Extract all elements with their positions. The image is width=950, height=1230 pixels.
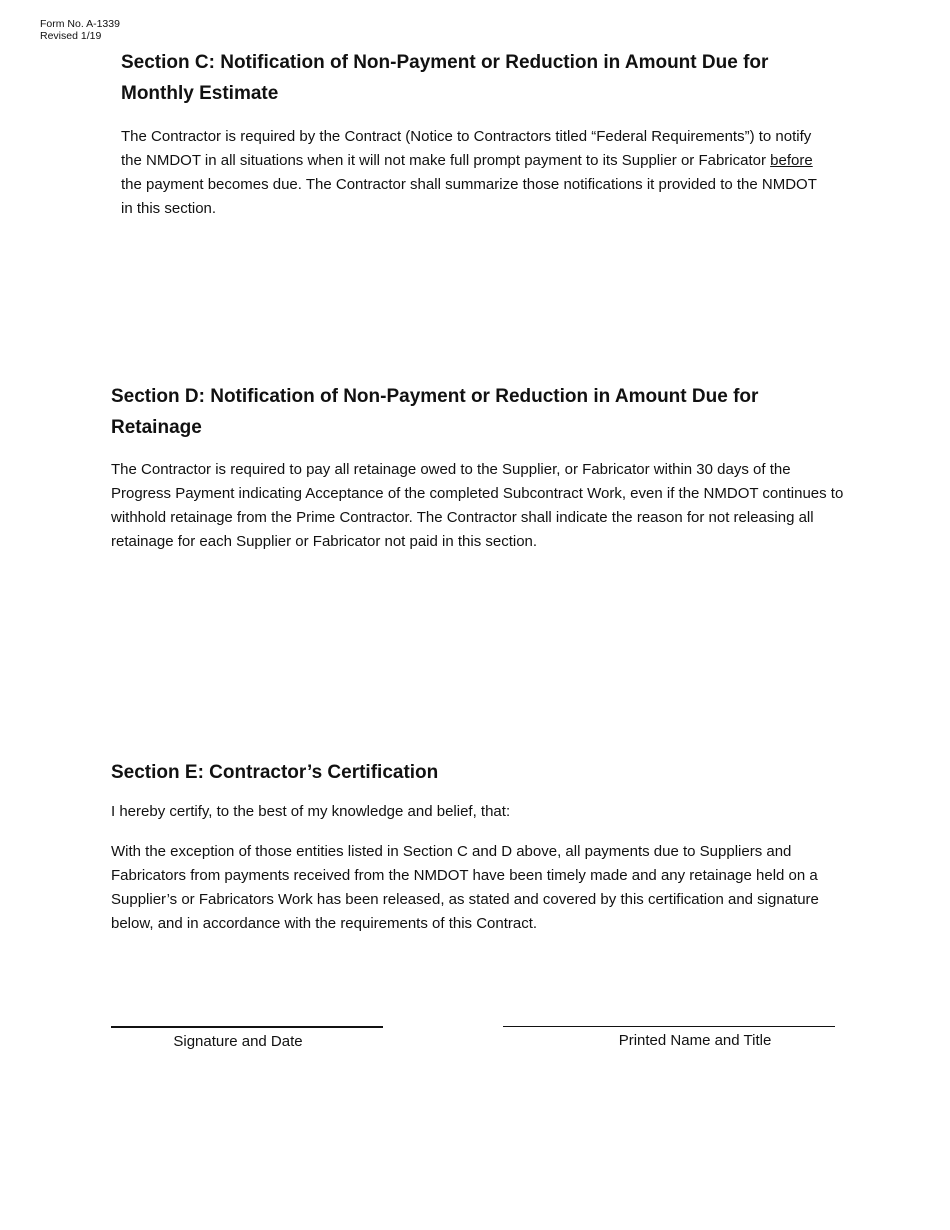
- section-c-body-underlined: before: [770, 152, 813, 169]
- form-number: Form No. A-1339: [40, 18, 120, 30]
- printed-name-line[interactable]: [503, 1026, 835, 1027]
- signature-and-date-label: Signature and Date: [173, 1033, 303, 1050]
- section-e-intro: I hereby certify, to the best of my knowledge and belief, that:: [111, 803, 511, 820]
- section-e-title: Section E: Contractor’s Certification: [111, 762, 439, 783]
- section-e-body: With the exception of those entities listed in Section C and D above, all payments due to Suppliers and Fabricators from payments received from the NMDOT have been timely made and any retainage held on a Supplier’s or Fabricators Work has been released, as stated and covered by this certification and signature below, and in accordance with the requirements of this Contract.: [111, 843, 819, 932]
- section-c-title: [121, 47, 821, 109]
- printed-name-and-title-label: Printed Name and Title: [618, 1032, 772, 1049]
- section-c-title-line1: Section C: Notification of Non-Payment or Reduction in Amount Due for: [121, 52, 769, 73]
- signature-line[interactable]: [111, 1026, 383, 1028]
- form-header: [40, 18, 120, 42]
- section-d-title-line2: Retainage: [111, 417, 202, 438]
- section-d-title-line1: Section D: Notification of Non-Payment or Reduction in Amount Due for: [111, 386, 759, 407]
- section-c-body: [121, 125, 826, 221]
- section-d-title: [111, 381, 811, 443]
- section-c-body-part1: The Contractor is required by the Contract (Notice to Contractors titled “Federal Requirements”) to notify the NMDOT in all situations when it will not make full prompt payment to its Supplier or Fabricator: [121, 128, 812, 169]
- form-revision: Revised 1/19: [40, 30, 102, 42]
- section-c-body-part2: the payment becomes due. The Contractor shall summarize those notifications it provided to the NMDOT in this section.: [121, 176, 817, 217]
- section-d-body: The Contractor is required to pay all retainage owed to the Supplier, or Fabricator within 30 days of the Progress Payment indicating Acceptance of the completed Subcontract Work, even if the NMDOT continues to withhold retainage from the Prime Contractor. The Contractor shall indicate the reason for not releasing all retainage for each Supplier or Fabricator not paid in this section.: [111, 461, 844, 550]
- section-c-title-line2: Monthly Estimate: [121, 83, 279, 104]
